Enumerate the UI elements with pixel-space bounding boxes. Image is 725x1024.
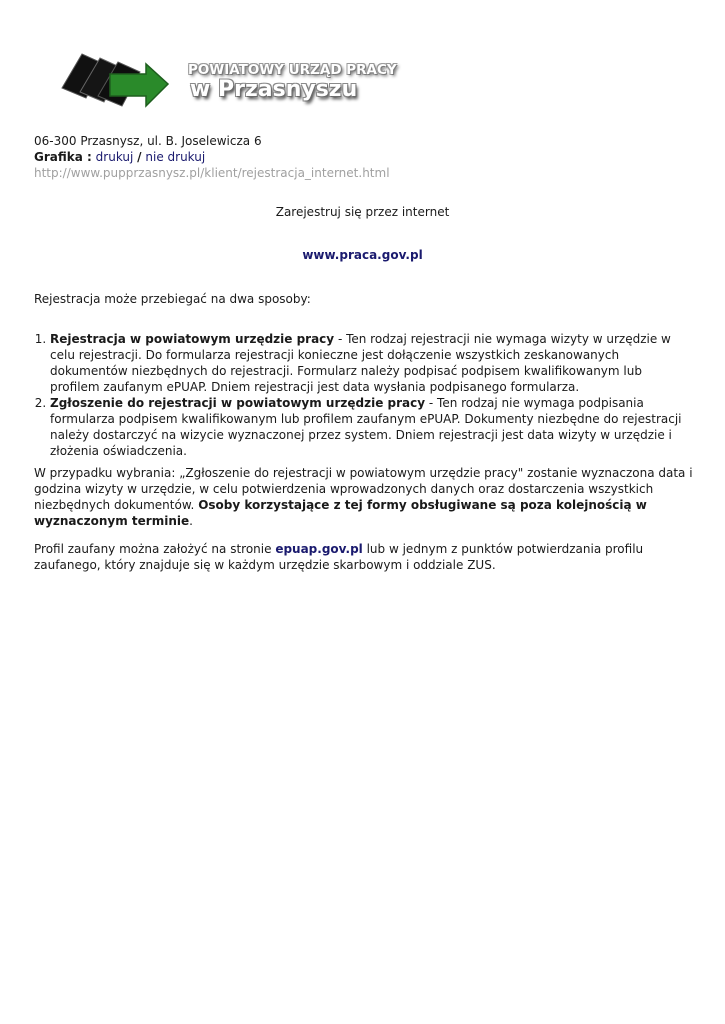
paragraph-profile-start: Profil zaufany można założyć na stronie <box>34 542 276 556</box>
page-url: http://www.pupprzasnysz.pl/klient/rejestracja_internet.html <box>34 166 390 180</box>
logo-line2: w Przasnyszu <box>190 77 358 102</box>
list-item-text: - Ten rodzaj rejestracji nie wymaga wizyty w urzędzie w celu rejestracji. Do formularza rejestracji konieczne jest dołączenie wszystkich zeskanowanych dokumentów niezbędnych do rejestracji. Formularz należy podpisać podpisem kwalifikowanym lub profilem zaufanym ePUAP. Dniem rejestracji jest data wysłania podpisanego formularza. <box>50 332 671 394</box>
header-info <box>34 133 390 181</box>
paragraph-visit-bold: Osoby korzystające z tej formy obsługiwane są poza kolejnością w wyznaczonym terminie <box>34 498 647 528</box>
grafika-row <box>34 149 390 165</box>
list-item <box>50 395 694 459</box>
address: 06-300 Przasnysz, ul. B. Joselewicza 6 <box>34 134 262 148</box>
list-item-text: - Ten rodzaj nie wymaga podpisania formularza podpisem kwalifikowanym lub profilem zaufanym ePUAP. Dokumenty niezbędne do rejestracji należy dostarczyć na wizycie wyznaczonej przez system. Dniem rejestracji jest data wizyty w urzędzie i złożenia oświadczenia. <box>50 396 682 458</box>
list-item <box>50 331 694 395</box>
epuap-link[interactable]: epuap.gov.pl <box>275 542 363 556</box>
intro-text: Rejestracja może przebiegać na dwa sposoby: <box>34 292 311 306</box>
paragraph-profile <box>34 541 694 573</box>
logo-text <box>188 62 397 102</box>
print-link[interactable]: drukuj <box>95 150 134 164</box>
registration-methods-list <box>34 331 694 459</box>
separator: / <box>137 150 142 164</box>
no-print-link[interactable]: nie drukuj <box>145 150 206 164</box>
paragraph-profile-end: lub w jednym z punktów potwierdzania profilu zaufanego, który znajduje się w każdym urzędzie skarbowym i oddziale ZUS. <box>34 542 644 572</box>
list-item-title: Zgłoszenie do rejestracji w powiatowym urzędzie pracy <box>50 396 426 410</box>
page-title: Zarejestruj się przez internet <box>275 205 450 219</box>
paragraph-visit-end: . <box>189 514 193 528</box>
grafika-label: Grafika : <box>34 150 92 164</box>
paragraph-visit <box>34 465 694 529</box>
list-item-title: Rejestracja w powiatowym urzędzie pracy <box>50 332 335 346</box>
logo <box>60 50 400 110</box>
logo-line1: POWIATOWY URZĄD PRACY <box>188 62 397 78</box>
praca-gov-link[interactable]: www.praca.gov.pl <box>302 248 423 262</box>
paragraph-visit-text: W przypadku wybrania: „Zgłoszenie do rejestracji w powiatowym urzędzie pracy" zostanie wyznaczona data i godzina wizyty w urzędzie, w celu potwierdzenia wprowadzonych danych oraz dostarczenia wszystkich niezbędnych dokumentów. <box>34 466 693 512</box>
logo-graphic-icon <box>60 50 190 110</box>
